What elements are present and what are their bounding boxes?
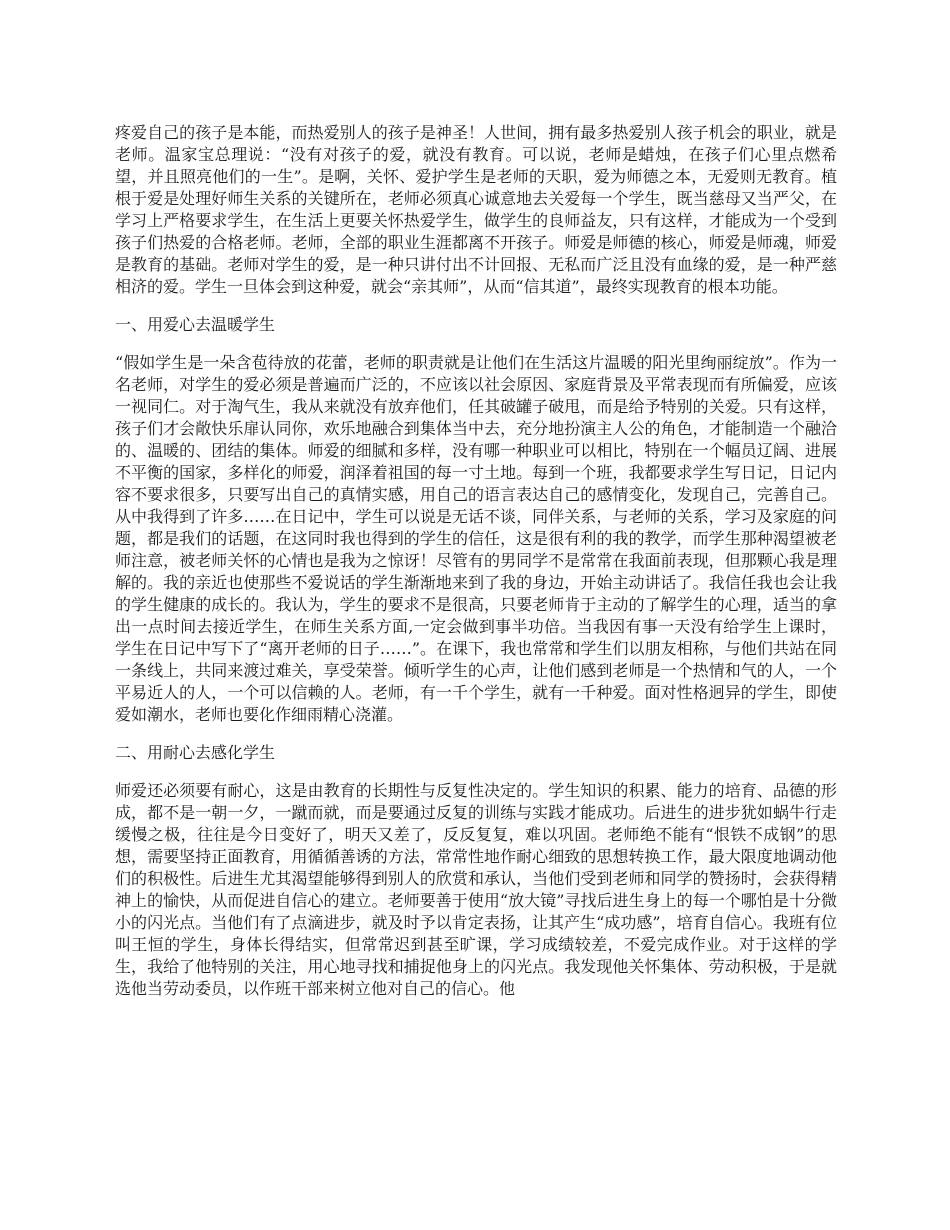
section-2-paragraph: 师爱还必须要有耐心，这是由教育的长期性与反复性决定的。学生知识的积累、能力的培育、品德的形成，都不是一朝一夕，一蹴而就，而是要通过反复的训练与实践才能成功。后进生的进步犹如蜗牛行走缓慢之极，往往是今日变好了，明天又差了，反反复复，难以巩固。老师绝不能有“恨铁不成钢”的思想，需要坚持正面教育，用循循善诱的方法，常常性地作耐心细致的思想转换工作，最大限度地调动他们的积极性。后进生尤其渴望能够得到别人的欣赏和承认，当他们受到老师和同学的赞扬时，会获得精神上的愉快，从而促进自信心的建立。老师要善于使用“放大镜”寻找后进生身上的每一个哪怕是十分微小的闪光点。当他们有了点滴进步，就及时予以肯定表扬，让其产生“成功感”，培育自信心。我班有位叫王恒的学生，身体长得结实，但常常迟到甚至旷课，学习成绩较差，不爱完成作业。对于这样的学生，我给了他特别的关注，用心地寻找和捕捉他身上的闪光点。我发现他关怀集体、劳动积极，于是就选他当劳动委员，以作班干部来树立他对自己的信心。他 — [115, 781, 837, 998]
section-heading-1: 一、用爱心去温暖学生 — [115, 315, 276, 334]
section-heading-2: 二、用耐心去感化学生 — [115, 743, 276, 762]
intro-paragraph: 疼爱自己的孩子是本能，而热爱别人的孩子是神圣！人世间，拥有最多热爱别人孩子机会的职业，就是老师。温家宝总理说：“没有对孩子的爱，就没有教育。可以说，老师是蜡烛，在孩子们心里点燃希望，并且照亮他们的一生”。是啊，关怀、爱护学生是老师的天职，爱为师德之本，无爱则无教育。植根于爱是处理好师生关系的关键所在，老师必须真心诚意地去关爱每一个学生，既当慈母又当严父，在学习上严格要求学生，在生活上更要关怀热爱学生，做学生的良师益友，只有这样，才能成为一个受到孩子们热爱的合格老师。老师，全部的职业生涯都离不开孩子。师爱是师德的核心，师爱是师魂，师爱是教育的基础。老师对学生的爱，是一种只讲付出不计回报、无私而广泛且没有血缘的爱，是一种严慈相济的爱。学生一旦体会到这种爱，就会“亲其师”，从而“信其道”，最终实现教育的根本功能。 — [115, 123, 837, 296]
document-body — [115, 122, 837, 1000]
paragraph-gap — [115, 764, 837, 780]
paragraph-gap — [115, 298, 837, 314]
section-1-paragraph: “假如学生是一朵含苞待放的花蕾，老师的职责就是让他们在生活这片温暖的阳光里绚丽绽放”。作为一名老师，对学生的爱必须是普遍而广泛的，不应该以社会原因、家庭背景及平常表现而有所偏爱，应该一视同仁。对于淘气生，我从来就没有放弃他们，任其破罐子破甩，而是给予特别的关爱。只有这样，孩子们才会敞快乐扉认同你，欢乐地融合到集体当中去，充分地扮演主人公的角色，才能制造一个融洽的、温暖的、团结的集体。师爱的细腻和多样，没有哪一种职业可以相比，特别在一个幅员辽阔、进展不平衡的国家，多样化的师爱，润泽着祖国的每一寸土地。每到一个班，我都要求学生写日记，日记内容不要求很多，只要写出自己的真情实感，用自己的语言表达自己的感情变化，发现自己，完善自己。从中我得到了许多……在日记中，学生可以说是无话不谈，同伴关系，与老师的关系，学习及家庭的问题，都是我们的话题，在这同时我也得到的学生的信任，这是很有利的我的教学，而学生那种渴望被老师注意，被老师关怀的心情也是我为之惊讶！尽管有的男同学不是常常在我面前表现，但那颗心我是理解的。我的亲近也使那些不爱说话的学生渐渐地来到了我的身边，开始主动讲话了。我信任我也会让我的学生健康的成长的。我认为，学生的要求不是很高，只要老师肯于主动的了解学生的心理，适当的拿出一点时间去接近学生，在师生关系方面,一定会做到事半功倍。当我因有事一天没有给学生上课时，学生在日记中写下了“离开老师的日子……”。在课下，我也常常和学生们以朋友相称，与他们共站在同一条线上，共同来渡过难关，享受荣誉。倾听学生的心声，让他们感到老师是一个热情和气的人，一个平易近人的人，一个可以信赖的人。老师，有一千个学生，就有一千种爱。面对性格迥异的学生，即使爱如潮水，老师也要化作细雨精心浇灌。 — [115, 353, 837, 724]
paragraph-gap — [115, 726, 837, 742]
paragraph-gap — [115, 336, 837, 352]
